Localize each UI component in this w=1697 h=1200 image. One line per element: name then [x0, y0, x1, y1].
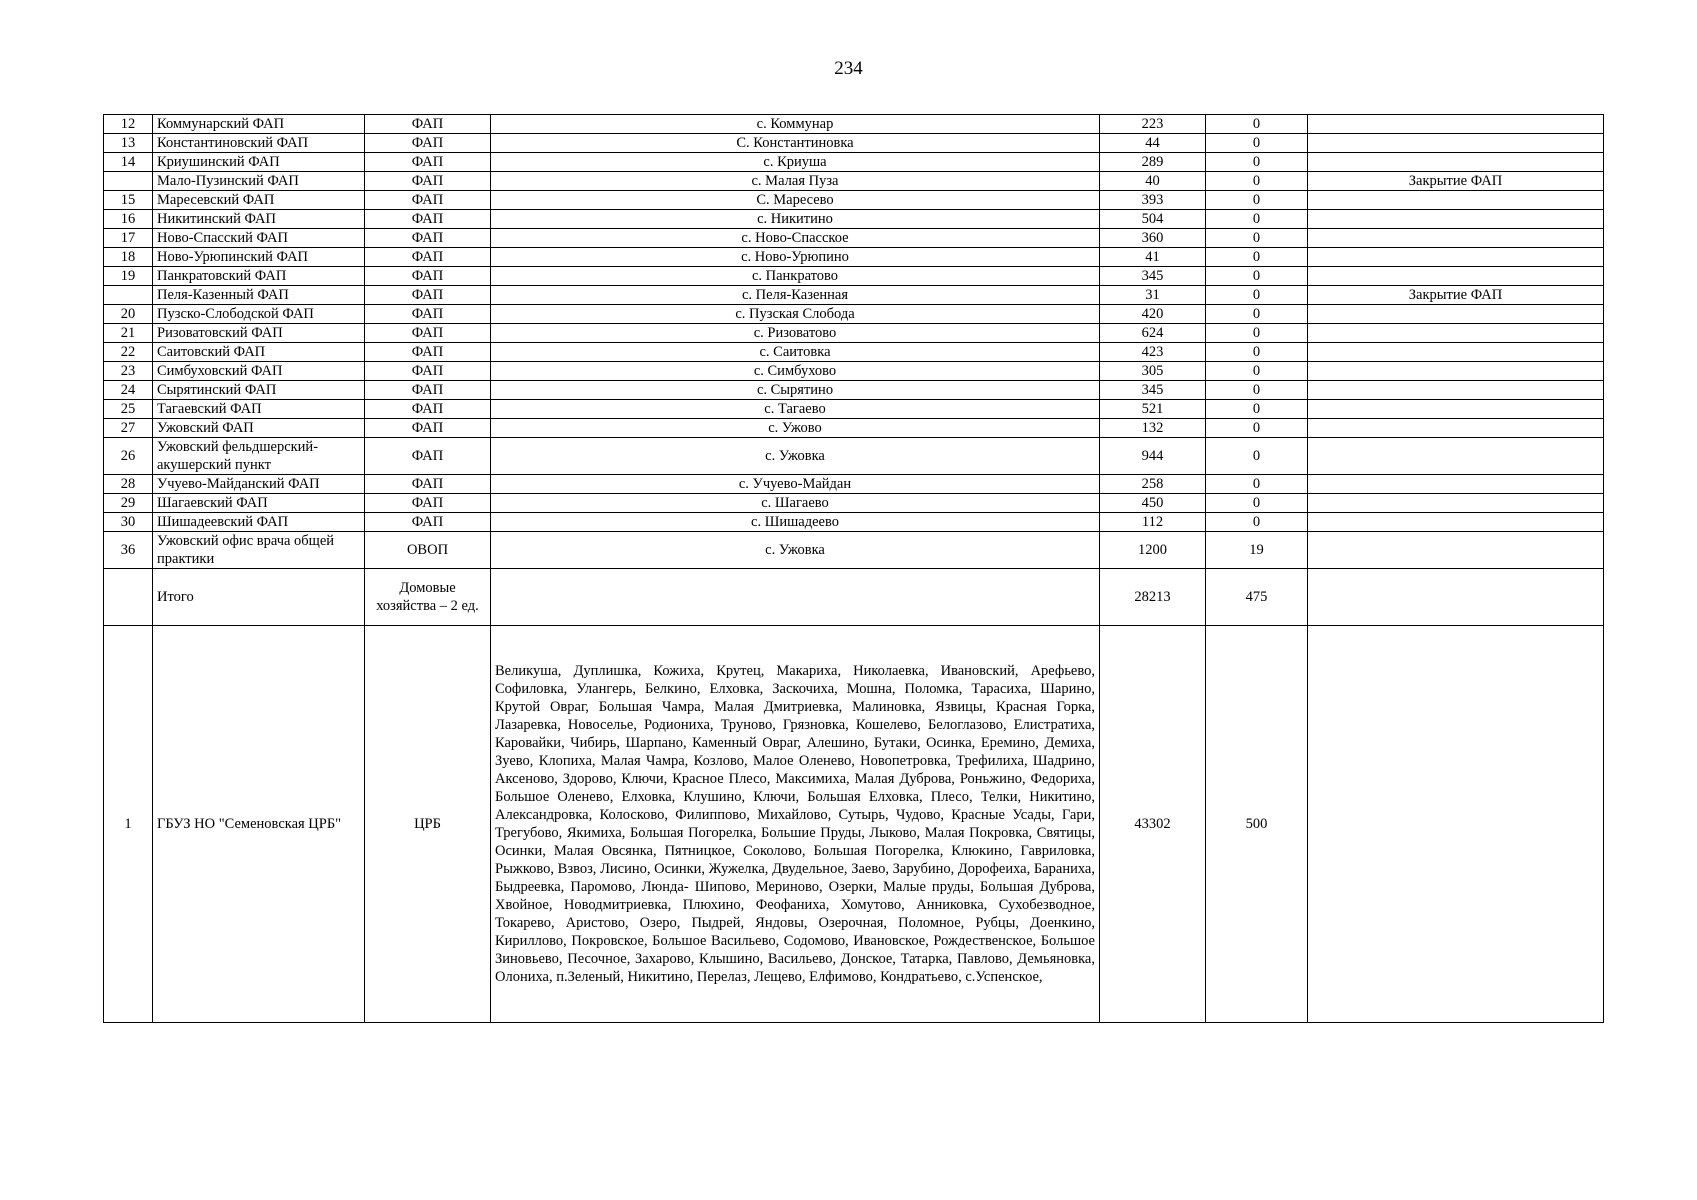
row-number-cell: 36 — [104, 532, 153, 569]
table-row — [104, 210, 1604, 229]
facility-name-cell: Ужовский ФАП — [153, 419, 365, 438]
table-row — [104, 532, 1604, 569]
table-row — [104, 362, 1604, 381]
locality-cell: с. Ново-Урюпино — [491, 248, 1100, 267]
table-row — [104, 115, 1604, 134]
row-number-cell: 26 — [104, 438, 153, 475]
facility-type-cell: ФАП — [365, 475, 491, 494]
note-cell — [1308, 362, 1604, 381]
population-cell: 44 — [1100, 134, 1206, 153]
count-cell: 0 — [1206, 248, 1308, 267]
row-number-cell: 27 — [104, 419, 153, 438]
table-row — [104, 494, 1604, 513]
locality-cell: с. Ужовка — [491, 532, 1100, 569]
facility-name-cell: Ново-Урюпинский ФАП — [153, 248, 365, 267]
crb-population-cell: 43302 — [1100, 626, 1206, 1023]
table-row — [104, 248, 1604, 267]
facilities-table — [103, 114, 1604, 1023]
facility-name-cell: Константиновский ФАП — [153, 134, 365, 153]
facility-name-cell: Мало-Пузинский ФАП — [153, 172, 365, 191]
count-cell: 0 — [1206, 381, 1308, 400]
note-cell — [1308, 626, 1604, 1023]
table-row — [104, 191, 1604, 210]
crb-count-cell: 500 — [1206, 626, 1308, 1023]
facility-name-cell: Пузско-Слободской ФАП — [153, 305, 365, 324]
table-row — [104, 381, 1604, 400]
facility-name-cell: Панкратовский ФАП — [153, 267, 365, 286]
table-row — [104, 400, 1604, 419]
row-number-cell: 25 — [104, 400, 153, 419]
row-number-cell: 23 — [104, 362, 153, 381]
count-cell: 0 — [1206, 419, 1308, 438]
count-cell: 19 — [1206, 532, 1308, 569]
population-cell: 1200 — [1100, 532, 1206, 569]
note-cell: Закрытие ФАП — [1308, 172, 1604, 191]
locality-cell: с. Симбухово — [491, 362, 1100, 381]
crb-localities-cell: Великуша, Дуплишка, Кожиха, Крутец, Макариха, Николаевка, Ивановский, Арефьево, Софиловка, Улангерь, Белкино, Елховка, Заскочиха, Мошна, Поломка, Тарасиха, Шарино, Крутой Овраг, Большая Чамра, Малая Дмитриевка, Малиновка, Язвицы, Красная Горка, Лазаревка, Новоселье, Родиониха, Труново, Грязновка, Кошелево, Белоглазово, Елистратиха, Каровайки, Чибирь, Шарпано, Каменный Овраг, Алешино, Бутаки, Осинка, Еремино, Демиха, Зуево, Клопиха, Малая Чамра, Козлово, Малое Оленево, Новопетровка, Трефилиха, Шадрино, Аксеново, Здорово, Ключи, Красное Плесо, Максимиха, Малая Дуброва, Роньжино, Федориха, Большое Оленево, Елховка, Клушино, Ключи, Большая Елховка, Плесо, Телки, Никитино, Александровка, Колосково, Филиппово, Михайлово, Сутырь, Чудово, Красные Усады, Гари, Трегубово, Якимиха, Большая Погорелка, Большие Пруды, Лыково, Малая Покровка, Святицы, Осинки, Малая Овсянка, Пятницкое, Соколово, Большая Погорелка, Клюкино, Гавриловка, Рыжково, Взвоз, Лисино, Осинки, Жужелка, Двудельное, Заево, Зарубино, Дорофеиха, Бараниха, Быдреевка, Паромово, Люнда- Шипово, Мериново, Озерки, Малые пруды, Большая Дуброва, Хвойное, Новодмитриевка, Плюхино, Феофаниха, Хомутово, Анниковка, Сухобезводное, Токарево, Аристово, Озеро, Пыдрей, Яндовы, Озерочная, Поломное, Рубцы, Доенкино, Кириллово, Покровское, Большое Васильево, Содомово, Ивановское, Рождественское, Большое Зиновьево, Песочное, Захарово, Клышино, Васильево, Донское, Татарка, Павлово, Демьяновка, Олониха, п.Зеленый, Никитино, Перелаз, Лещево, Елфимово, Кондратьево, с.Успенское, — [491, 626, 1100, 1023]
note-cell — [1308, 191, 1604, 210]
locality-cell: с. Ужово — [491, 419, 1100, 438]
note-cell — [1308, 381, 1604, 400]
locality-cell: с. Криуша — [491, 153, 1100, 172]
note-cell — [1308, 419, 1604, 438]
facility-name-cell: Шишадеевский ФАП — [153, 513, 365, 532]
facility-name-cell: Учуево-Майданский ФАП — [153, 475, 365, 494]
count-cell: 0 — [1206, 305, 1308, 324]
locality-cell: с. Панкратово — [491, 267, 1100, 286]
crb-type-cell: ЦРБ — [365, 626, 491, 1023]
row-number-cell: 17 — [104, 229, 153, 248]
row-number-cell: 15 — [104, 191, 153, 210]
population-cell: 132 — [1100, 419, 1206, 438]
row-number-cell: 19 — [104, 267, 153, 286]
locality-cell: с. Саитовка — [491, 343, 1100, 362]
total-count-cell: 475 — [1206, 569, 1308, 626]
row-number-cell: 21 — [104, 324, 153, 343]
facility-name-cell: Ужовский фельдшерский-акушерский пункт — [153, 438, 365, 475]
table-row — [104, 419, 1604, 438]
note-cell — [1308, 324, 1604, 343]
population-cell: 450 — [1100, 494, 1206, 513]
count-cell: 0 — [1206, 210, 1308, 229]
note-cell — [1308, 134, 1604, 153]
table-row — [104, 229, 1604, 248]
total-row — [104, 569, 1604, 626]
row-number-cell: 16 — [104, 210, 153, 229]
population-cell: 393 — [1100, 191, 1206, 210]
note-cell — [1308, 438, 1604, 475]
count-cell: 0 — [1206, 513, 1308, 532]
population-cell: 258 — [1100, 475, 1206, 494]
count-cell: 0 — [1206, 191, 1308, 210]
count-cell: 0 — [1206, 134, 1308, 153]
facility-type-cell: ФАП — [365, 343, 491, 362]
table-row — [104, 513, 1604, 532]
population-cell: 345 — [1100, 267, 1206, 286]
facility-name-cell: Шагаевский ФАП — [153, 494, 365, 513]
row-number-cell — [104, 172, 153, 191]
locality-cell: с. Шагаево — [491, 494, 1100, 513]
population-cell: 40 — [1100, 172, 1206, 191]
locality-cell: с. Учуево-Майдан — [491, 475, 1100, 494]
note-cell — [1308, 267, 1604, 286]
facility-type-cell: ФАП — [365, 362, 491, 381]
locality-cell: с. Тагаево — [491, 400, 1100, 419]
crb-row — [104, 626, 1604, 1023]
locality-cell: с. Ужовка — [491, 438, 1100, 475]
locality-cell: с. Сырятино — [491, 381, 1100, 400]
count-cell: 0 — [1206, 115, 1308, 134]
note-cell — [1308, 305, 1604, 324]
facility-name-cell: Сырятинский ФАП — [153, 381, 365, 400]
count-cell: 0 — [1206, 438, 1308, 475]
facility-name-cell: Ужовский офис врача общей практики — [153, 532, 365, 569]
facility-name-cell: Пеля-Казенный ФАП — [153, 286, 365, 305]
note-cell — [1308, 248, 1604, 267]
count-cell: 0 — [1206, 494, 1308, 513]
table-row — [104, 134, 1604, 153]
row-number-cell: 20 — [104, 305, 153, 324]
facility-name-cell: Саитовский ФАП — [153, 343, 365, 362]
note-cell — [1308, 115, 1604, 134]
population-cell: 360 — [1100, 229, 1206, 248]
locality-cell: с. Никитино — [491, 210, 1100, 229]
count-cell: 0 — [1206, 475, 1308, 494]
facility-type-cell: ФАП — [365, 115, 491, 134]
facility-type-cell: ФАП — [365, 229, 491, 248]
facility-type-cell: ФАП — [365, 324, 491, 343]
population-cell: 31 — [1100, 286, 1206, 305]
locality-cell: с. Пеля-Казенная — [491, 286, 1100, 305]
facility-name-cell: Ново-Спасский ФАП — [153, 229, 365, 248]
row-number-cell: 30 — [104, 513, 153, 532]
facility-type-cell: ФАП — [365, 438, 491, 475]
crb-number-cell: 1 — [104, 626, 153, 1023]
table-row — [104, 267, 1604, 286]
row-number-cell: 14 — [104, 153, 153, 172]
population-cell: 624 — [1100, 324, 1206, 343]
locality-cell: с. Ризоватово — [491, 324, 1100, 343]
table-row — [104, 286, 1604, 305]
locality-cell: с. Пузская Слобода — [491, 305, 1100, 324]
count-cell: 0 — [1206, 343, 1308, 362]
count-cell: 0 — [1206, 324, 1308, 343]
row-number-cell: 24 — [104, 381, 153, 400]
table-row — [104, 305, 1604, 324]
note-cell — [1308, 532, 1604, 569]
note-cell — [1308, 343, 1604, 362]
facility-type-cell: ФАП — [365, 248, 491, 267]
count-cell: 0 — [1206, 286, 1308, 305]
population-cell: 223 — [1100, 115, 1206, 134]
note-cell — [1308, 400, 1604, 419]
note-cell — [1308, 569, 1604, 626]
locality-cell: С. Константиновка — [491, 134, 1100, 153]
note-cell — [1308, 210, 1604, 229]
facility-type-cell: ФАП — [365, 419, 491, 438]
table-row — [104, 438, 1604, 475]
facility-type-cell: ОВОП — [365, 532, 491, 569]
table-row — [104, 153, 1604, 172]
table-row — [104, 343, 1604, 362]
count-cell: 0 — [1206, 153, 1308, 172]
population-cell: 345 — [1100, 381, 1206, 400]
locality-cell: с. Малая Пуза — [491, 172, 1100, 191]
crb-name-cell: ГБУЗ НО "Семеновская ЦРБ" — [153, 626, 365, 1023]
facility-name-cell: Коммунарский ФАП — [153, 115, 365, 134]
count-cell: 0 — [1206, 362, 1308, 381]
population-cell: 41 — [1100, 248, 1206, 267]
count-cell: 0 — [1206, 267, 1308, 286]
population-cell: 305 — [1100, 362, 1206, 381]
facility-type-cell: ФАП — [365, 381, 491, 400]
facility-name-cell: Маресевский ФАП — [153, 191, 365, 210]
row-number-cell: 28 — [104, 475, 153, 494]
table-row — [104, 324, 1604, 343]
facility-type-cell: ФАП — [365, 513, 491, 532]
locality-cell — [491, 569, 1100, 626]
facility-type-cell: ФАП — [365, 134, 491, 153]
locality-cell: с. Шишадеево — [491, 513, 1100, 532]
row-number-cell: 29 — [104, 494, 153, 513]
facility-type-cell: ФАП — [365, 286, 491, 305]
total-type-cell: Домовые хозяйства – 2 ед. — [365, 569, 491, 626]
row-number-cell — [104, 569, 153, 626]
row-number-cell: 12 — [104, 115, 153, 134]
row-number-cell: 22 — [104, 343, 153, 362]
population-cell: 289 — [1100, 153, 1206, 172]
population-cell: 944 — [1100, 438, 1206, 475]
population-cell: 521 — [1100, 400, 1206, 419]
table-row — [104, 172, 1604, 191]
count-cell: 0 — [1206, 229, 1308, 248]
row-number-cell: 18 — [104, 248, 153, 267]
note-cell — [1308, 229, 1604, 248]
facility-name-cell: Криушинский ФАП — [153, 153, 365, 172]
facility-type-cell: ФАП — [365, 305, 491, 324]
note-cell — [1308, 475, 1604, 494]
facility-type-cell: ФАП — [365, 400, 491, 419]
table-body — [104, 115, 1604, 1023]
facility-type-cell: ФАП — [365, 172, 491, 191]
facility-type-cell: ФАП — [365, 267, 491, 286]
facility-type-cell: ФАП — [365, 191, 491, 210]
total-population-cell: 28213 — [1100, 569, 1206, 626]
population-cell: 112 — [1100, 513, 1206, 532]
note-cell — [1308, 513, 1604, 532]
row-number-cell: 13 — [104, 134, 153, 153]
facility-type-cell: ФАП — [365, 494, 491, 513]
count-cell: 0 — [1206, 400, 1308, 419]
locality-cell: с. Ново-Спасское — [491, 229, 1100, 248]
locality-cell: с. Коммунар — [491, 115, 1100, 134]
facility-name-cell: Ризоватовский ФАП — [153, 324, 365, 343]
facility-name-cell: Никитинский ФАП — [153, 210, 365, 229]
facility-name-cell: Тагаевский ФАП — [153, 400, 365, 419]
facility-type-cell: ФАП — [365, 210, 491, 229]
population-cell: 504 — [1100, 210, 1206, 229]
page-number: 234 — [834, 58, 863, 79]
count-cell: 0 — [1206, 172, 1308, 191]
note-cell — [1308, 153, 1604, 172]
note-cell: Закрытие ФАП — [1308, 286, 1604, 305]
facility-name-cell: Симбуховский ФАП — [153, 362, 365, 381]
population-cell: 420 — [1100, 305, 1206, 324]
population-cell: 423 — [1100, 343, 1206, 362]
table-row — [104, 475, 1604, 494]
facility-type-cell: ФАП — [365, 153, 491, 172]
locality-cell: С. Маресево — [491, 191, 1100, 210]
note-cell — [1308, 494, 1604, 513]
row-number-cell — [104, 286, 153, 305]
total-label-cell: Итого — [153, 569, 365, 626]
